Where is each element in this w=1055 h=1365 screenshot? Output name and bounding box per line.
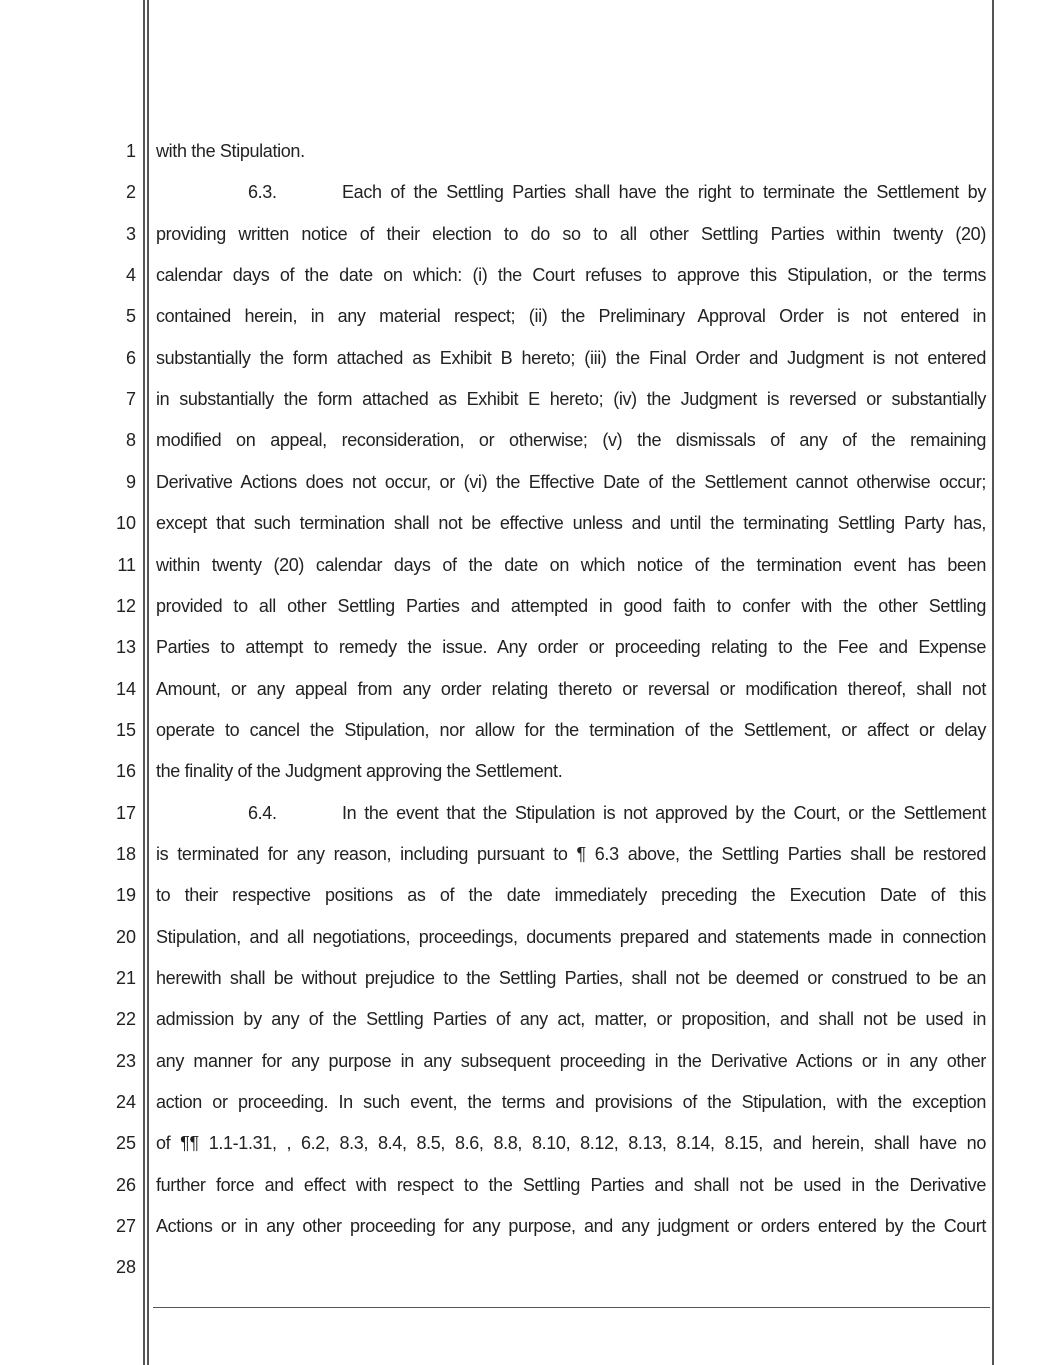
line-number: 13 xyxy=(115,637,136,658)
pleading-line xyxy=(0,636,1055,677)
line-number: 3 xyxy=(125,223,136,244)
line-text: with the Stipulation. xyxy=(156,141,305,161)
line-number: 24 xyxy=(115,1092,136,1113)
line-number: 2 xyxy=(125,182,136,203)
pleading-line xyxy=(0,1215,1055,1256)
line-text: calendar days of the date on which: (i) the Court refuses to approve this Stipulation, or the terms xyxy=(156,265,986,286)
pleading-line xyxy=(0,719,1055,760)
pleading-line xyxy=(0,1256,1055,1297)
pleading-line xyxy=(0,347,1055,388)
pleading-line xyxy=(0,305,1055,346)
line-text: Derivative Actions does not occur, or (vi) the Effective Date of the Settlement cannot otherwise occur; xyxy=(156,471,986,492)
pleading-line xyxy=(0,760,1055,801)
section-text: Each of the Settling Parties shall have the right to terminate the Settlement by xyxy=(342,182,986,203)
line-text: further force and effect with respect to the Settling Parties and shall not be used in the Derivative xyxy=(156,1174,986,1195)
pleading-line xyxy=(0,140,1055,181)
line-number: 12 xyxy=(115,595,136,616)
pleading-line xyxy=(0,181,1055,222)
line-number: 20 xyxy=(115,926,136,947)
line-text: Amount, or any appeal from any order relating thereto or reversal or modification thereof, shall not xyxy=(156,678,986,699)
pleading-line xyxy=(0,388,1055,429)
line-number: 28 xyxy=(115,1257,136,1278)
line-text: the finality of the Judgment approving the Settlement. xyxy=(156,761,563,782)
pleading-line xyxy=(0,967,1055,1008)
line-number: 16 xyxy=(115,761,136,782)
line-text: modified on appeal, reconsideration, or otherwise; (v) the dismissals of any of the remaining xyxy=(156,430,986,451)
line-text: action or proceeding. In such event, the terms and provisions of the Stipulation, with the exception xyxy=(156,1092,986,1113)
line-text: herewith shall be without prejudice to the Settling Parties, shall not be deemed or construed to be an xyxy=(156,968,986,988)
pleading-line xyxy=(0,223,1055,264)
pleading-line xyxy=(0,1008,1055,1049)
line-number: 6 xyxy=(125,347,136,368)
pleading-line xyxy=(0,1050,1055,1091)
pleading-line xyxy=(0,429,1055,470)
pleading-line xyxy=(0,843,1055,884)
line-text: is terminated for any reason, including pursuant to ¶ 6.3 above, the Settling Parties shall be restored xyxy=(156,843,986,864)
line-text: provided to all other Settling Parties and attempted in good faith to confer with the other Settling xyxy=(156,595,986,616)
line-number: 26 xyxy=(115,1174,136,1195)
pleading-line xyxy=(0,926,1055,967)
line-number: 17 xyxy=(115,802,136,823)
line-text: Parties to attempt to remedy the issue. Any order or proceeding relating to the Fee and Expense xyxy=(156,637,986,658)
pleading-line xyxy=(0,554,1055,595)
line-number: 27 xyxy=(115,1216,136,1237)
line-text: operate to cancel the Stipulation, nor allow for the termination of the Settlement, or affect or delay xyxy=(156,719,986,740)
line-text: except that such termination shall not be effective unless and until the terminating Settling Party has, xyxy=(156,513,986,534)
line-text: any manner for any purpose in any subsequent proceeding in the Derivative Actions or in any other xyxy=(156,1050,986,1071)
line-text: substantially the form attached as Exhibit B hereto; (iii) the Final Order and Judgment is not entered xyxy=(156,347,986,368)
pleading-line xyxy=(0,1174,1055,1215)
pleading-line xyxy=(0,264,1055,305)
pleading-line xyxy=(0,1091,1055,1132)
line-text: in substantially the form attached as Exhibit E hereto; (iv) the Judgment is reversed or substantially xyxy=(156,389,986,410)
line-text: contained herein, in any material respect; (ii) the Preliminary Approval Order is not entered in xyxy=(156,306,986,327)
section-number: 6.4. xyxy=(248,802,277,823)
line-number: 25 xyxy=(115,1133,136,1154)
footer-rule xyxy=(153,1307,990,1308)
line-text: to their respective positions as of the date immediately preceding the Execution Date of this xyxy=(156,885,986,906)
line-text: Stipulation, and all negotiations, proceedings, documents prepared and statements made in connection xyxy=(156,926,986,947)
line-number: 19 xyxy=(115,885,136,906)
line-text: providing written notice of their election to do so to all other Settling Parties within twenty (20) xyxy=(156,223,986,244)
line-text: within twenty (20) calendar days of the date on which notice of the termination event has been xyxy=(156,554,986,575)
line-number: 22 xyxy=(115,1009,136,1030)
line-text: of ¶¶ 1.1-1.31, , 6.2, 8.3, 8.4, 8.5, 8.6, 8.8, 8.10, 8.12, 8.13, 8.14, 8.15, and herein, shall have no xyxy=(156,1133,986,1154)
line-text xyxy=(156,802,986,824)
line-number: 8 xyxy=(125,430,136,451)
line-number: 21 xyxy=(115,968,136,988)
pleading-line xyxy=(0,512,1055,553)
line-number: 23 xyxy=(115,1050,136,1071)
line-text: Actions or in any other proceeding for any purpose, and any judgment or orders entered by the Court xyxy=(156,1216,986,1237)
pleading-line xyxy=(0,1132,1055,1173)
line-number: 9 xyxy=(125,471,136,492)
line-number: 11 xyxy=(117,554,136,575)
pleading-line xyxy=(0,802,1055,843)
line-number: 15 xyxy=(115,719,136,740)
pleading-line xyxy=(0,595,1055,636)
line-number: 18 xyxy=(115,843,136,864)
pleading-line xyxy=(0,884,1055,925)
section-number: 6.3. xyxy=(248,182,277,203)
section-text: In the event that the Stipulation is not approved by the Court, or the Settlement xyxy=(342,802,986,823)
line-text xyxy=(156,181,986,203)
line-text: admission by any of the Settling Parties of any act, matter, or proposition, and shall not be used in xyxy=(156,1009,986,1030)
line-number: 7 xyxy=(125,389,136,410)
line-number: 1 xyxy=(125,141,136,161)
pleading-line xyxy=(0,678,1055,719)
line-number: 4 xyxy=(125,265,136,286)
line-number: 10 xyxy=(115,513,136,534)
line-number: 14 xyxy=(115,678,136,699)
line-number: 5 xyxy=(125,306,136,327)
pleading-line xyxy=(0,471,1055,512)
